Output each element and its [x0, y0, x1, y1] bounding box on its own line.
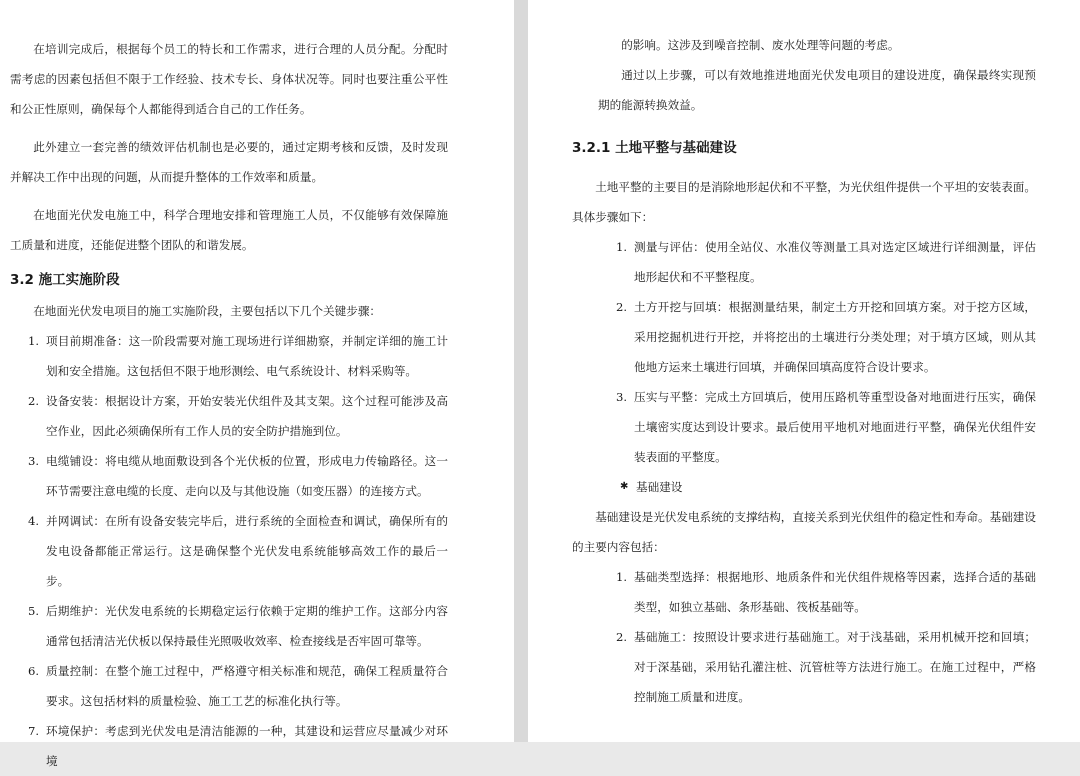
list-number: 1. — [28, 334, 40, 348]
list-number: 3. — [28, 454, 40, 468]
list-text: 土方开挖与回填：根据测量结果，制定土方开挖和回填方案。对于挖方区域，采用挖掘机进行开挖，并将挖出的土壤进行分类处理；对于填方区域，则从其他地方运来土壤进行回填，并确保回填高度符合设计要求。 — [634, 300, 1036, 374]
step-list — [598, 562, 1036, 712]
list-item — [10, 506, 448, 596]
paragraph: 土地平整的主要目的是消除地形起伏和不平整，为光伏组件提供一个平坦的安装表面。具体步骤如下： — [572, 180, 1036, 224]
list-text: 电缆铺设：将电缆从地面敷设到各个光伏板的位置，形成电力传输路径。这一环节需要注意电缆的长度、走向以及与其他设施（如变压器）的连接方式。 — [46, 454, 448, 498]
left-page — [0, 0, 514, 768]
list-text: 测量与评估：使用全站仪、水准仪等测量工具对选定区域进行详细测量，评估地形起伏和不平整程度。 — [634, 240, 1036, 284]
bullet-text: 基础建设 — [636, 480, 683, 494]
list-number: 6. — [28, 664, 40, 678]
paragraph: 基础建设是光伏发电系统的支撑结构，直接关系到光伏组件的稳定性和寿命。基础建设的主要内容包括： — [572, 510, 1036, 554]
asterisk-icon: ✱ — [620, 481, 629, 492]
list-number: 3. — [616, 390, 628, 404]
list-text: 项目前期准备：这一阶段需要对施工现场进行详细勘察，并制定详细的施工计划和安全措施。这包括但不限于地形测绘、电气系统设计、材料采购等。 — [46, 334, 448, 378]
list-item — [10, 446, 448, 506]
list-item — [10, 596, 448, 656]
list-item — [598, 622, 1036, 712]
list-text: 并网调试：在所有设备安装完毕后，进行系统的全面检查和调试，确保所有的发电设备都能正常运行。这是确保整个光伏发电系统能够高效工作的最后一步。 — [46, 514, 448, 588]
list-text: 压实与平整：完成土方回填后，使用压路机等重型设备对地面进行压实，确保土壤密实度达到设计要求。最后使用平地机对地面进行平整，确保光伏组件安装表面的平整度。 — [634, 390, 1036, 464]
list-text: 质量控制：在整个施工过程中，严格遵守相关标准和规范，确保工程质量符合要求。这包括材料的质量检验、施工工艺的标准化执行等。 — [46, 664, 448, 708]
list-text: 后期维护：光伏发电系统的长期稳定运行依赖于定期的维护工作。这部分内容通常包括清洁光伏板以保持最佳光照吸收效率、检查接线是否牢固可靠等。 — [46, 604, 448, 648]
paragraph: 此外建立一套完善的绩效评估机制也是必要的，通过定期考核和反馈，及时发现并解决工作中出现的问题，从而提升整体的工作效率和质量。 — [10, 140, 448, 184]
list-number: 1. — [616, 240, 628, 254]
list-text: 设备安装：根据设计方案，开始安装光伏组件及其支架。这个过程可能涉及高空作业，因此必须确保所有工作人员的安全防护措施到位。 — [46, 394, 448, 438]
bullet-item — [598, 472, 1036, 502]
section-heading: 3.2 施工实施阶段 — [10, 272, 120, 288]
paragraph: 在地面光伏发电施工中，科学合理地安排和管理施工人员，不仅能够有效保障施工质量和进度，还能促进整个团队的和谐发展。 — [10, 208, 448, 252]
paragraph: 在地面光伏发电项目的施工实施阶段，主要包括以下几个关键步骤： — [33, 304, 382, 318]
paragraph: 的影响。这涉及到噪音控制、废水处理等问题的考虑。 — [621, 38, 900, 52]
page-gutter — [514, 0, 528, 742]
list-number: 2. — [616, 630, 628, 644]
list-number: 2. — [616, 300, 628, 314]
list-number: 1. — [616, 570, 628, 584]
list-item — [598, 562, 1036, 622]
list-item — [10, 656, 448, 716]
list-item — [598, 232, 1036, 292]
list-item — [598, 292, 1036, 382]
list-number: 5. — [28, 604, 40, 618]
list-number: 4. — [28, 514, 40, 528]
paragraph: 通过以上步骤，可以有效地推进地面光伏发电项目的建设进度，确保最终实现预期的能源转换效益。 — [598, 68, 1036, 112]
list-item — [10, 716, 448, 776]
list-item — [10, 386, 448, 446]
list-item — [598, 382, 1036, 472]
section-heading: 3.2.1 土地平整与基础建设 — [572, 140, 737, 156]
list-number: 2. — [28, 394, 40, 408]
paragraph: 在培训完成后，根据每个员工的特长和工作需求，进行合理的人员分配。分配时需考虑的因素包括但不限于工作经验、技术专长、身体状况等。同时也要注重公平性和公正性原则，确保每个人都能得到适合自己的工作任务。 — [10, 42, 448, 116]
list-item — [10, 326, 448, 386]
list-text: 环境保护：考虑到光伏发电是清洁能源的一种，其建设和运营应尽量减少对环境 — [46, 724, 448, 768]
step-list — [10, 326, 448, 776]
step-list — [598, 232, 1036, 472]
list-number: 7. — [28, 724, 40, 738]
right-page — [528, 0, 1080, 742]
list-text: 基础施工：按照设计要求进行基础施工。对于浅基础，采用机械开挖和回填；对于深基础，采用钻孔灌注桩、沉管桩等方法进行施工。在施工过程中，严格控制施工质量和进度。 — [634, 630, 1036, 704]
list-text: 基础类型选择：根据地形、地质条件和光伏组件规格等因素，选择合适的基础类型，如独立基础、条形基础、筏板基础等。 — [634, 570, 1036, 614]
